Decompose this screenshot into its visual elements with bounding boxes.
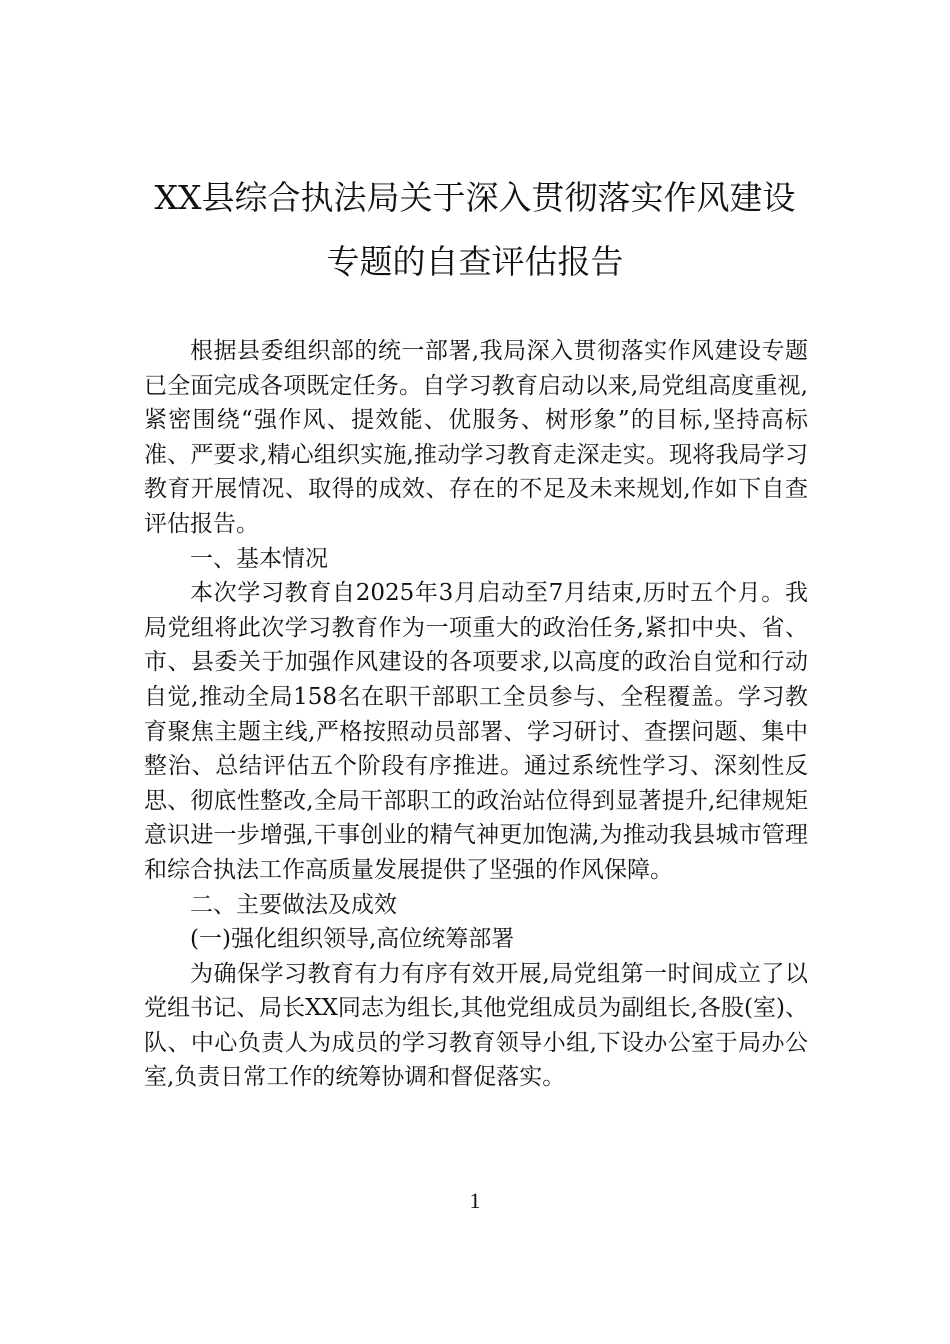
basic-situation-paragraph: 本次学习教育自2025年3月启动至7月结束,历时五个月。我局党组将此次学习教育作为一项重大的政治任务,紧扣中央、省、市、县委关于加强作风建设的各项要求,以高度的政治自觉和行动自觉,推动全局158名在职干部职工全员参与、全程覆盖。学习教育聚焦主题主线,严格按照动员部署、学习研讨、查摆问题、集中整治、总结评估五个阶段有序推进。通过系统性学习、深刻性反思、彻底性整改,全局干部职工的政治站位得到显著提升,纪律规矩意识进一步增强,干事创业的精气神更加饱满,为推动我县城市管理和综合执法工作高质量发展提供了坚强的作风保障。 — [144, 580, 808, 883]
document-body — [144, 334, 808, 1095]
organization-paragraph: 为确保学习教育有力有序有效开展,局党组第一时间成立了以党组书记、局长XX同志为组长,其他党组成员为副组长,各股(室)、队、中心负责人为成员的学习教育领导小组,下设办公室于局办公室,负责日常工作的统筹协调和督促落实。 — [144, 960, 808, 1091]
document-title: XX县综合执法局关于深入贯彻落实作风建设专题的自查评估报告 — [154, 178, 796, 281]
page-number: 1 — [469, 1188, 481, 1213]
intro-paragraph: 根据县委组织部的统一部署,我局深入贯彻落实作风建设专题已全面完成各项既定任务。自学习教育启动以来,局党组高度重视,紧密围绕“强作风、提效能、优服务、树形象”的目标,坚持高标准、严要求,精心组织实施,推动学习教育走深走实。现将我局学习教育开展情况、取得的成效、存在的不足及未来规划,作如下自查评估报告。 — [144, 338, 808, 537]
section-heading-main-practices: 二、主要做法及成效 — [190, 891, 397, 918]
subsection-heading-organization: (一)强化组织领导,高位统筹部署 — [190, 926, 515, 953]
section-heading-basic-situation: 一、基本情况 — [190, 545, 328, 572]
